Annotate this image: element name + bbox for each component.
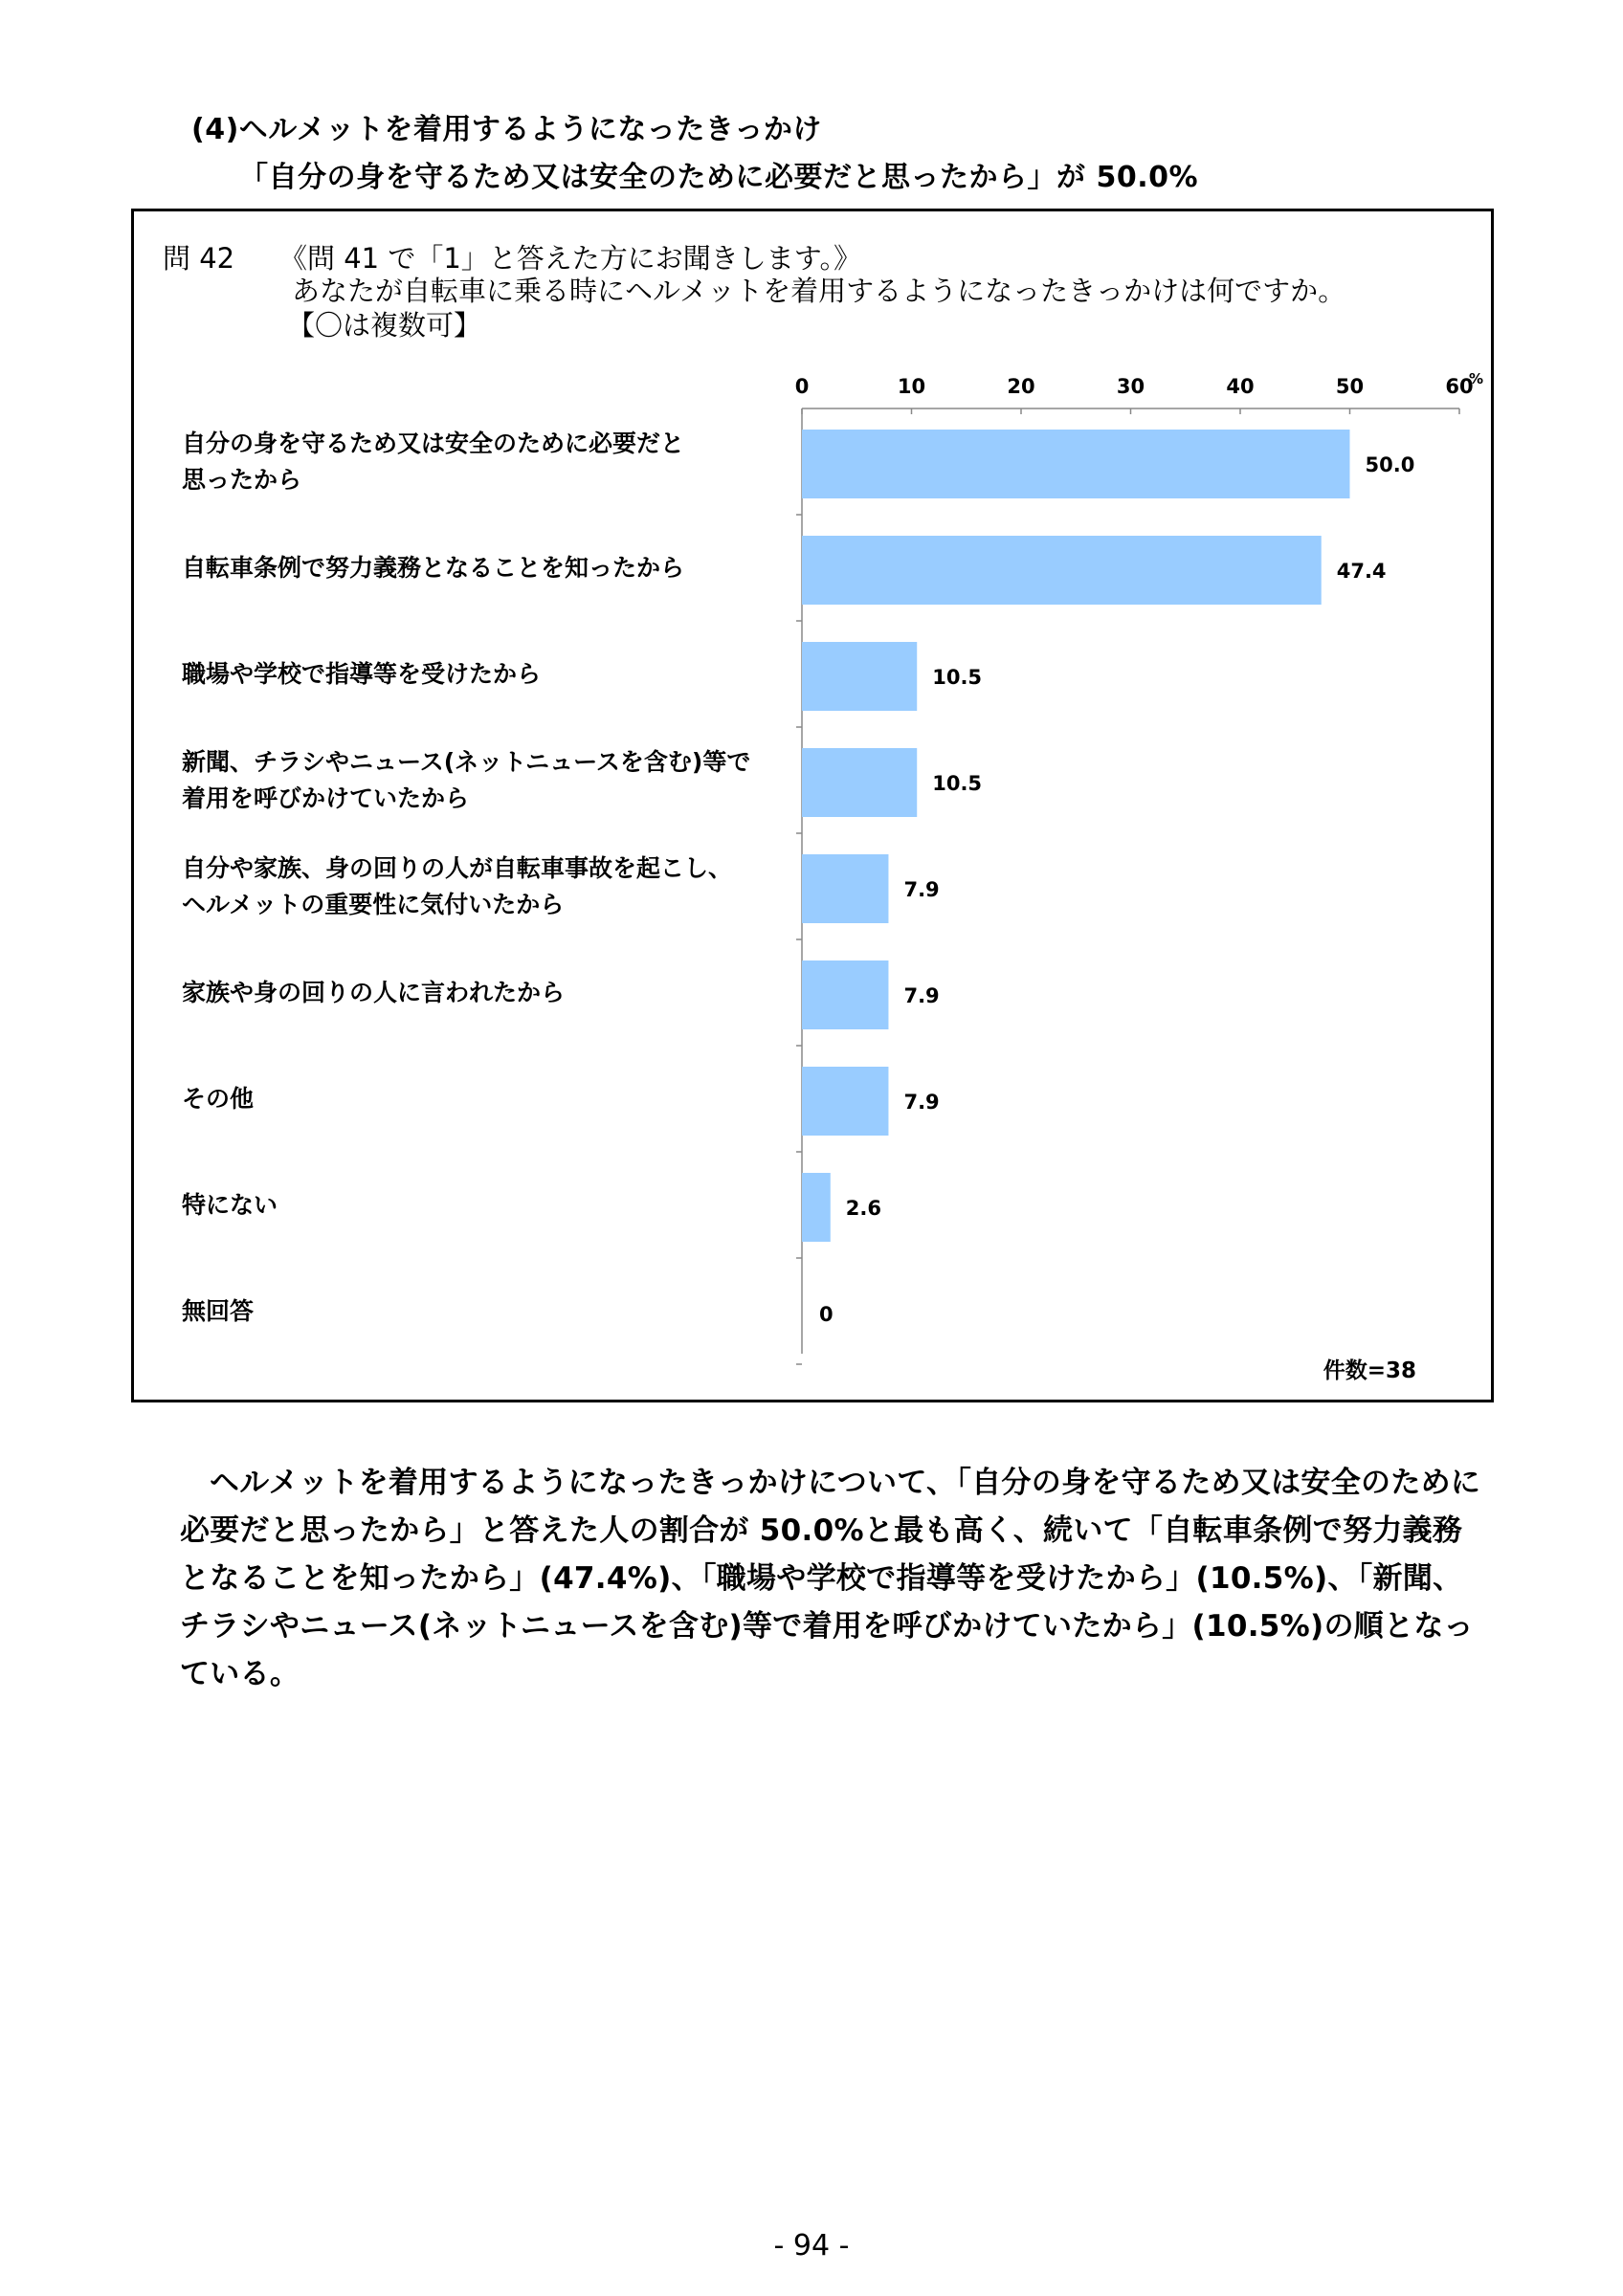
data-label: 0 [819, 1303, 834, 1326]
question-instruction: 【〇は複数可】 [287, 309, 482, 342]
bar [802, 642, 917, 711]
category-label-line: 無回答 [182, 1297, 255, 1325]
category-label-line: 家族や身の回りの人に言われたから [182, 979, 566, 1006]
category-label-line: 新聞、チラシやニュース(ネットニュースを含む)等で [182, 748, 751, 776]
data-label: 7.9 [903, 1091, 940, 1114]
section-heading: (4)ヘルメットを着用するようになったきっかけ [191, 113, 822, 146]
data-label: 10.5 [932, 666, 983, 689]
data-label: 7.9 [903, 984, 940, 1007]
x-tick-label: 60 [1445, 375, 1474, 398]
category-label-line: 職場や学校で指導等を受けたから [182, 660, 542, 688]
bar [802, 1173, 831, 1242]
question-text: あなたが自転車に乗る時にヘルメットを着用するようになったきっかけは何ですか。 [292, 275, 1346, 307]
data-label: 50.0 [1365, 453, 1415, 476]
bar [802, 960, 888, 1029]
question-condition: 《問 41 で「1」と答えた方にお聞きします。》 [279, 242, 861, 275]
data-label: 2.6 [845, 1197, 881, 1220]
data-label: 10.5 [932, 772, 983, 795]
category-label-line: ヘルメットの重要性に気付いたから [182, 891, 565, 918]
data-label: 7.9 [903, 878, 940, 901]
x-tick-label: 50 [1335, 375, 1365, 398]
bar [802, 1067, 888, 1136]
summary-paragraph: ヘルメットを着用するようになったきっかけについて、「自分の身を守るため又は安全のために必要だと思ったから」と答えた人の割合が 50.0%と最も高く、続いて「自転車条例で努力義務となることを知ったから」(47.4%)、「職場や学校で指導等を受けたから」(10.5%)、「新聞、チラシやニュース(ネットニュースを含む)等で着用を呼びかけていたから」(10.5%)の順となっている。 [180, 1466, 1481, 1691]
bar [802, 430, 1350, 498]
data-label: 47.4 [1336, 560, 1387, 583]
x-tick-label: 0 [794, 375, 810, 398]
category-label-line: その他 [182, 1085, 255, 1113]
category-label-line: 自分や家族、身の回りの人が自転車事故を起こし、 [182, 854, 733, 882]
bar [802, 536, 1322, 605]
question-number: 問 42 [163, 242, 235, 275]
x-tick-label: 30 [1116, 375, 1145, 398]
category-label-line: 思ったから [182, 466, 302, 494]
category-label-line: 特にない [182, 1191, 278, 1219]
count-label: 件数=38 [1323, 1358, 1416, 1383]
section-subheading: 「自分の身を守るため又は安全のために必要だと思ったから」が 50.0% [239, 161, 1199, 194]
x-unit-label: % [1469, 370, 1484, 387]
bar [802, 748, 917, 817]
x-tick-label: 40 [1226, 375, 1255, 398]
category-label-line: 自転車条例で努力義務となることを知ったから [182, 554, 685, 582]
bar [802, 854, 888, 923]
x-tick-label: 10 [897, 375, 926, 398]
x-tick-label: 20 [1007, 375, 1035, 398]
page-number: - 94 - [773, 2229, 850, 2263]
category-label-line: 着用を呼びかけていたから [182, 784, 470, 812]
category-label-line: 自分の身を守るため又は安全のために必要だと [182, 430, 685, 457]
